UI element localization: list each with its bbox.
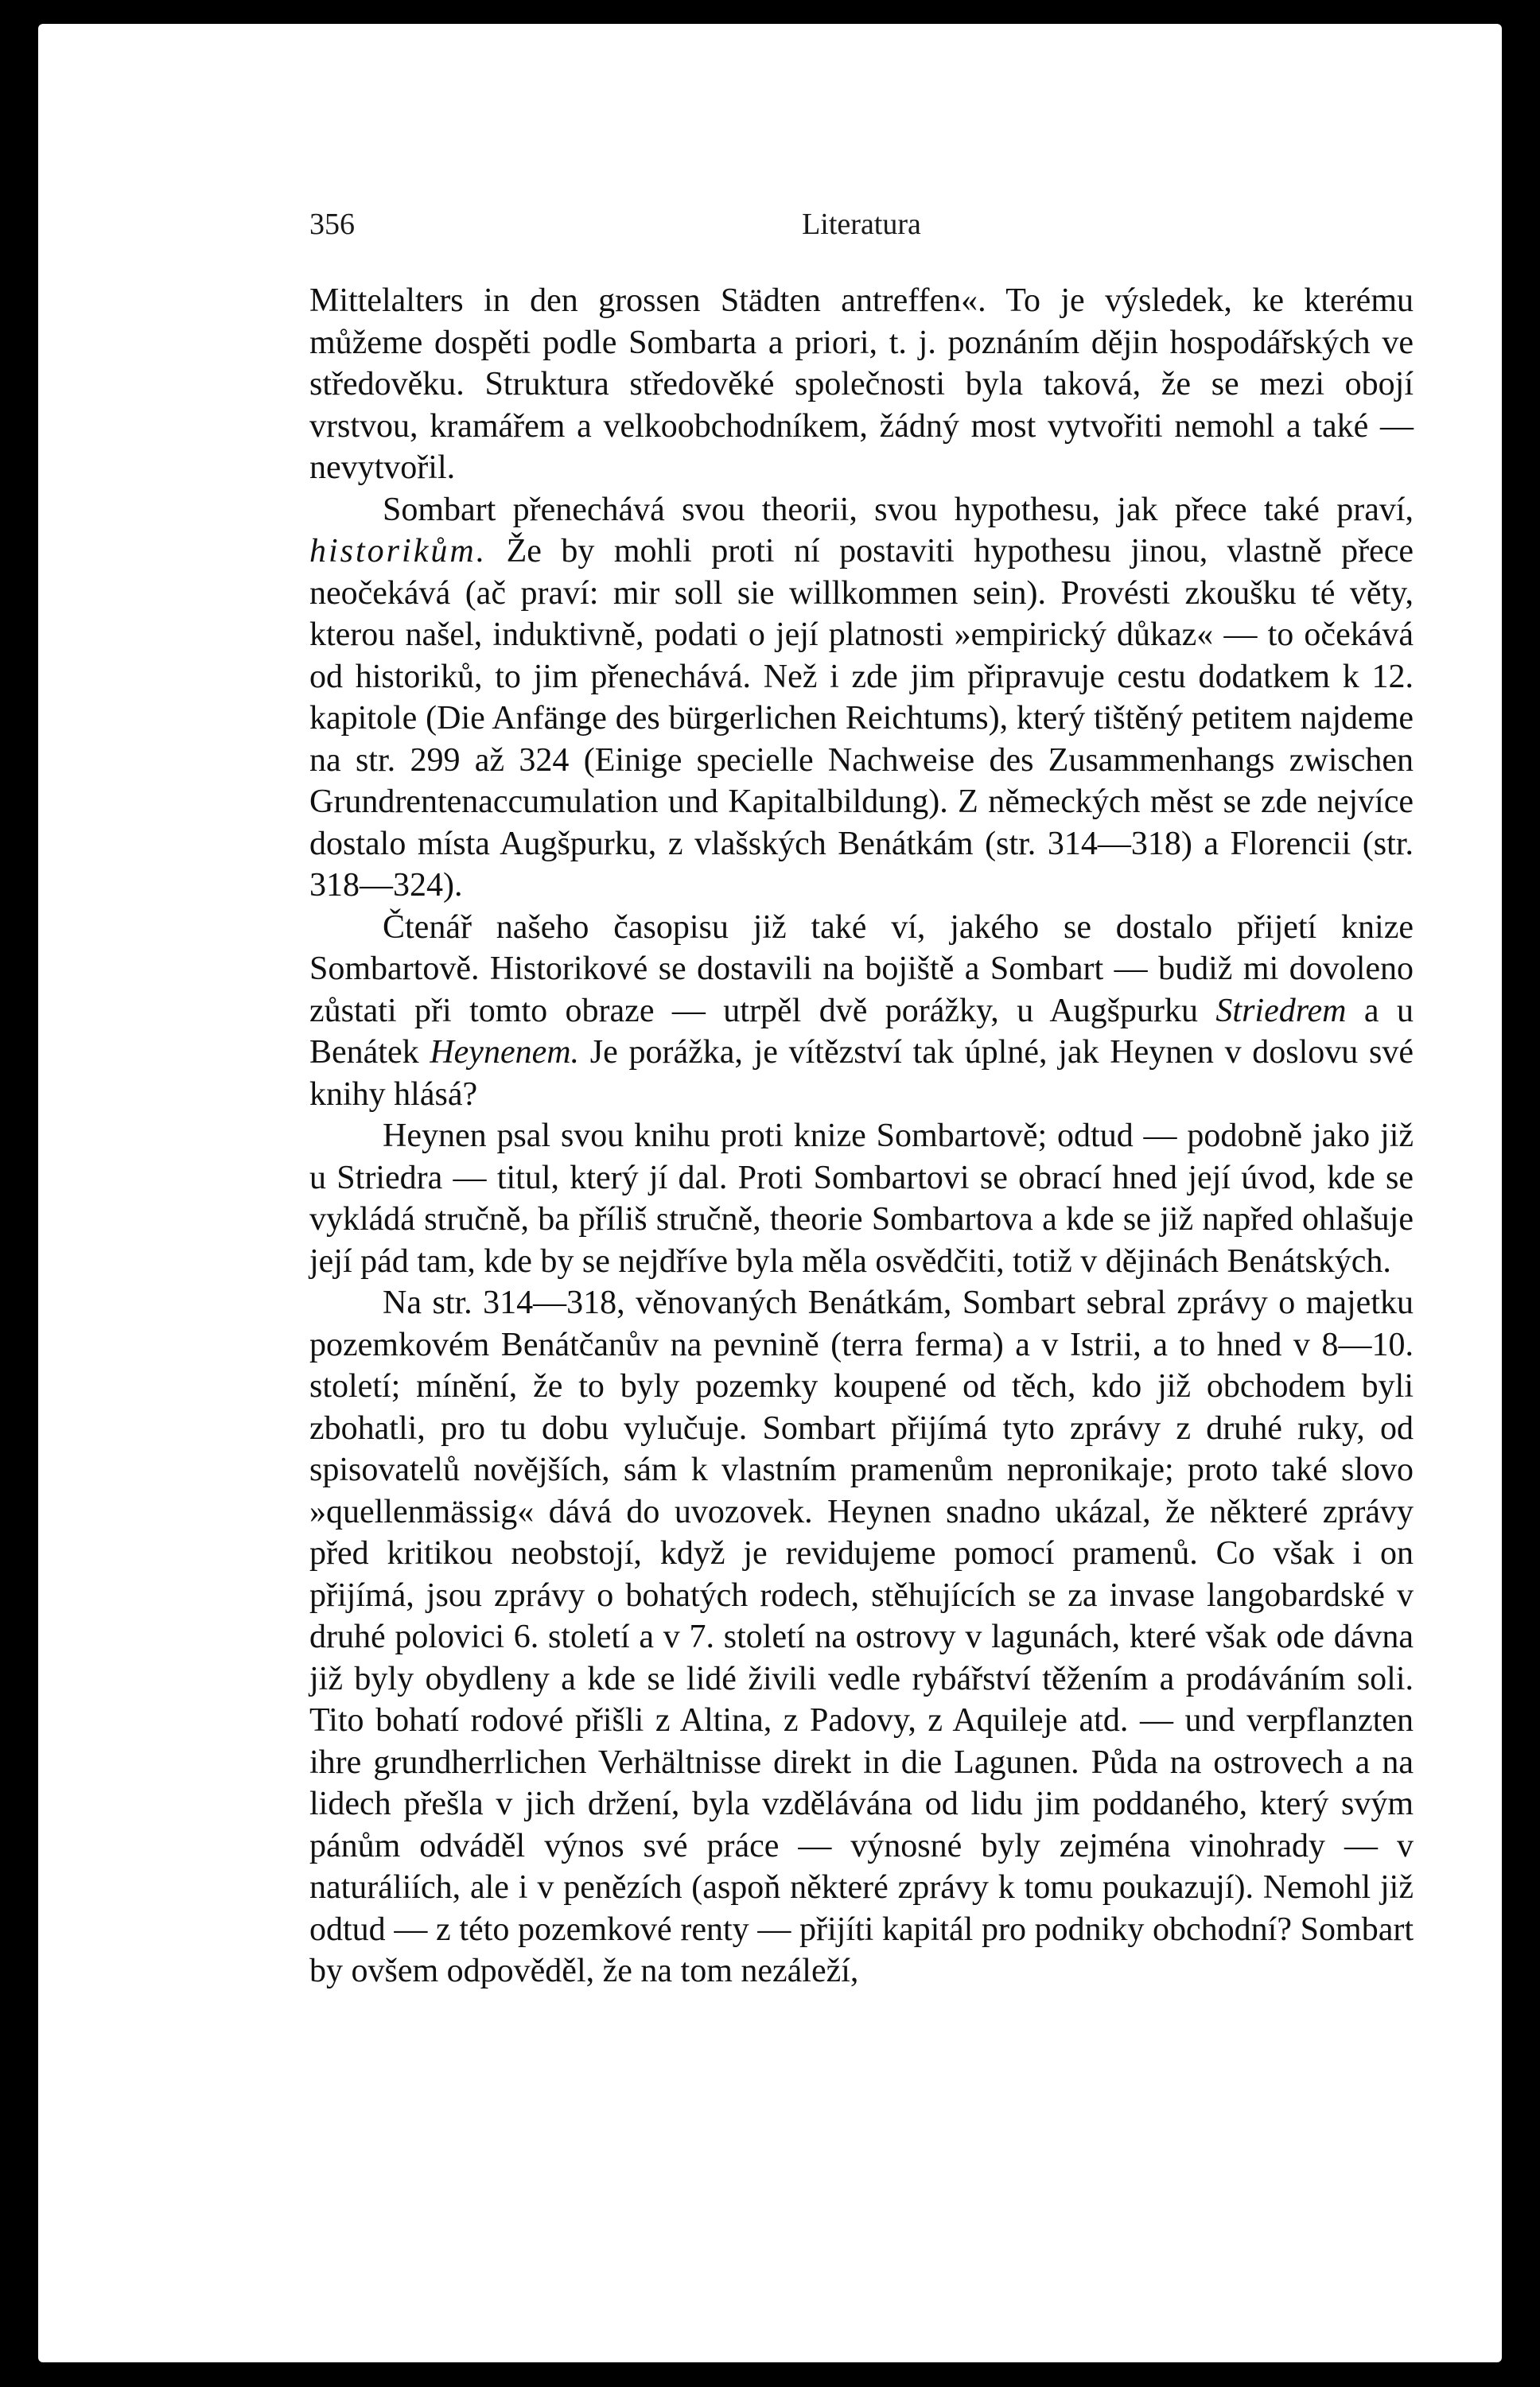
text-body bbox=[309, 280, 1414, 1992]
paragraph-2-text-a: Sombart přenechává svou theorii, svou hypothesu, jak přece také praví, bbox=[383, 491, 1414, 528]
paragraph-4-text: Heynen psal svou knihu proti knize Sombartově; odtud — podobně jako již u Striedra — titul, který jí dal. Proti Sombartovi se obrací hned její úvod, kde se vykládá stručně, ba příliš stručně, theorie Sombartova a kde se již napřed ohlašuje její pád tam, kde by se nejdříve byla měla osvědčiti, totiž v dějinách Benátských. bbox=[309, 1118, 1414, 1280]
paragraph-3-emphasis-striedrem: Striedrem bbox=[1215, 992, 1347, 1029]
paragraph-3-text-c: Je porážka, je vítězství tak úplné, jak Heynen v doslovu své knihy hlásá? bbox=[309, 1034, 1414, 1113]
page-number: 356 bbox=[309, 208, 355, 241]
paragraph-2 bbox=[309, 489, 1414, 907]
paragraph-2-emphasis-historikum: historikům. bbox=[309, 533, 488, 570]
paragraph-3-text-b: a u Benátek bbox=[309, 992, 1414, 1071]
paragraph-1 bbox=[309, 280, 1414, 489]
paragraph-5-text: Na str. 314—318, věnovaných Benátkám, Sombart sebral zprávy o majetku pozemkovém Benátčanův na pevnině (terra ferma) a v Istrii, a to hned v 8—10. století; mínění, že to byly pozemky koupené od těch, kdo již obchodem byli zbohatli, pro tu dobu vylučuje. Sombart přijímá tyto zprávy z druhé ruky, od spisovatelů novějších, sám k vlastním pramenům nepronikaje; proto také slovo »quellenmässig« dává do uvozovek. Heynen snadno ukázal, že některé zprávy před kritikou neobstojí, když je revidujeme pomocí pramenů. Co však i on přijímá, jsou zprávy o bohatých rodech, stěhujících se za invase langobardské v druhé polovici 6. století a v 7. století na ostrovy v lagunách, které však ode dávna již byly obydleny a kde se lidé živili vedle rybářství těžením a prodáváním soli. Tito bohatí rodové přišli z Altina, z Padovy, z Aquileje atd. — und verpflanzten ihre grundherrlichen Verhältnisse direkt in die Lagunen. Půda na ostrovech a na lidech přešla v jich držení, byla vzdělávána od lidu jim poddaného, který svým pánům odváděl výnos své práce — výnosné byly zejména vinohrady — v naturáliích, ale i v penězích (aspoň některé zprávy k tomu poukazují). Nemohl již odtud — z této pozemkové renty — přijíti kapitál pro podniky obchodní? Sombart by ovšem odpověděl, že na tom nezáleží, bbox=[309, 1285, 1414, 1989]
paragraph-3-text-a: Čtenář našeho časopisu již také ví, jakého se dostalo přijetí knize Sombartově. Historikové se dostavili na bojiště a Sombart — budiž mi dovoleno zůstati při tomto obraze — utrpěl dvě porážky, u Augšpurku bbox=[309, 908, 1414, 1029]
paragraph-4 bbox=[309, 1115, 1414, 1282]
paragraph-1-text: Mittelalters in den grossen Städten antreffen«. To je výsledek, ke kterému můžeme dospěti podle Sombarta a priori, t. j. poznáním dějin hospodářských ve středověku. Struktura středověké společnosti byla taková, že se mezi obojí vrstvou, kramářem a velkoobchodníkem, žádný most vytvořiti nemohl a také — nevytvořil. bbox=[309, 282, 1414, 486]
running-head bbox=[309, 197, 1414, 245]
header-title: Literatura bbox=[802, 208, 921, 241]
paragraph-5 bbox=[309, 1282, 1414, 1992]
paragraph-3-emphasis-heynenem: Heynenem. bbox=[430, 1034, 580, 1071]
paragraph-2-text-b: Že by mohli proti ní postaviti hypothesu jinou, vlastně přece neočekává (ač praví: mir soll sie willkommen sein). Provésti zkoušku té věty, kterou našel, induktivně, podati o její platnosti »empirický důkaz« — to očekává od historiků, to jim přenechává. Než i zde jim připravuje cestu dodatkem k 12. kapitole (Die Anfänge des bürgerlichen Reichtums), který tištěný petitem najdeme na str. 299 až 324 (Einige specielle Nachweise des Zusammenhangs zwischen Grundrentenaccumulation und Kapitalbildung). Z německých měst se zde nejvíce dostalo místa Augšpurku, z vlašských Benátkám (str. 314—318) a Florencii (str. 318—324). bbox=[309, 533, 1414, 904]
paragraph-3 bbox=[309, 907, 1414, 1116]
